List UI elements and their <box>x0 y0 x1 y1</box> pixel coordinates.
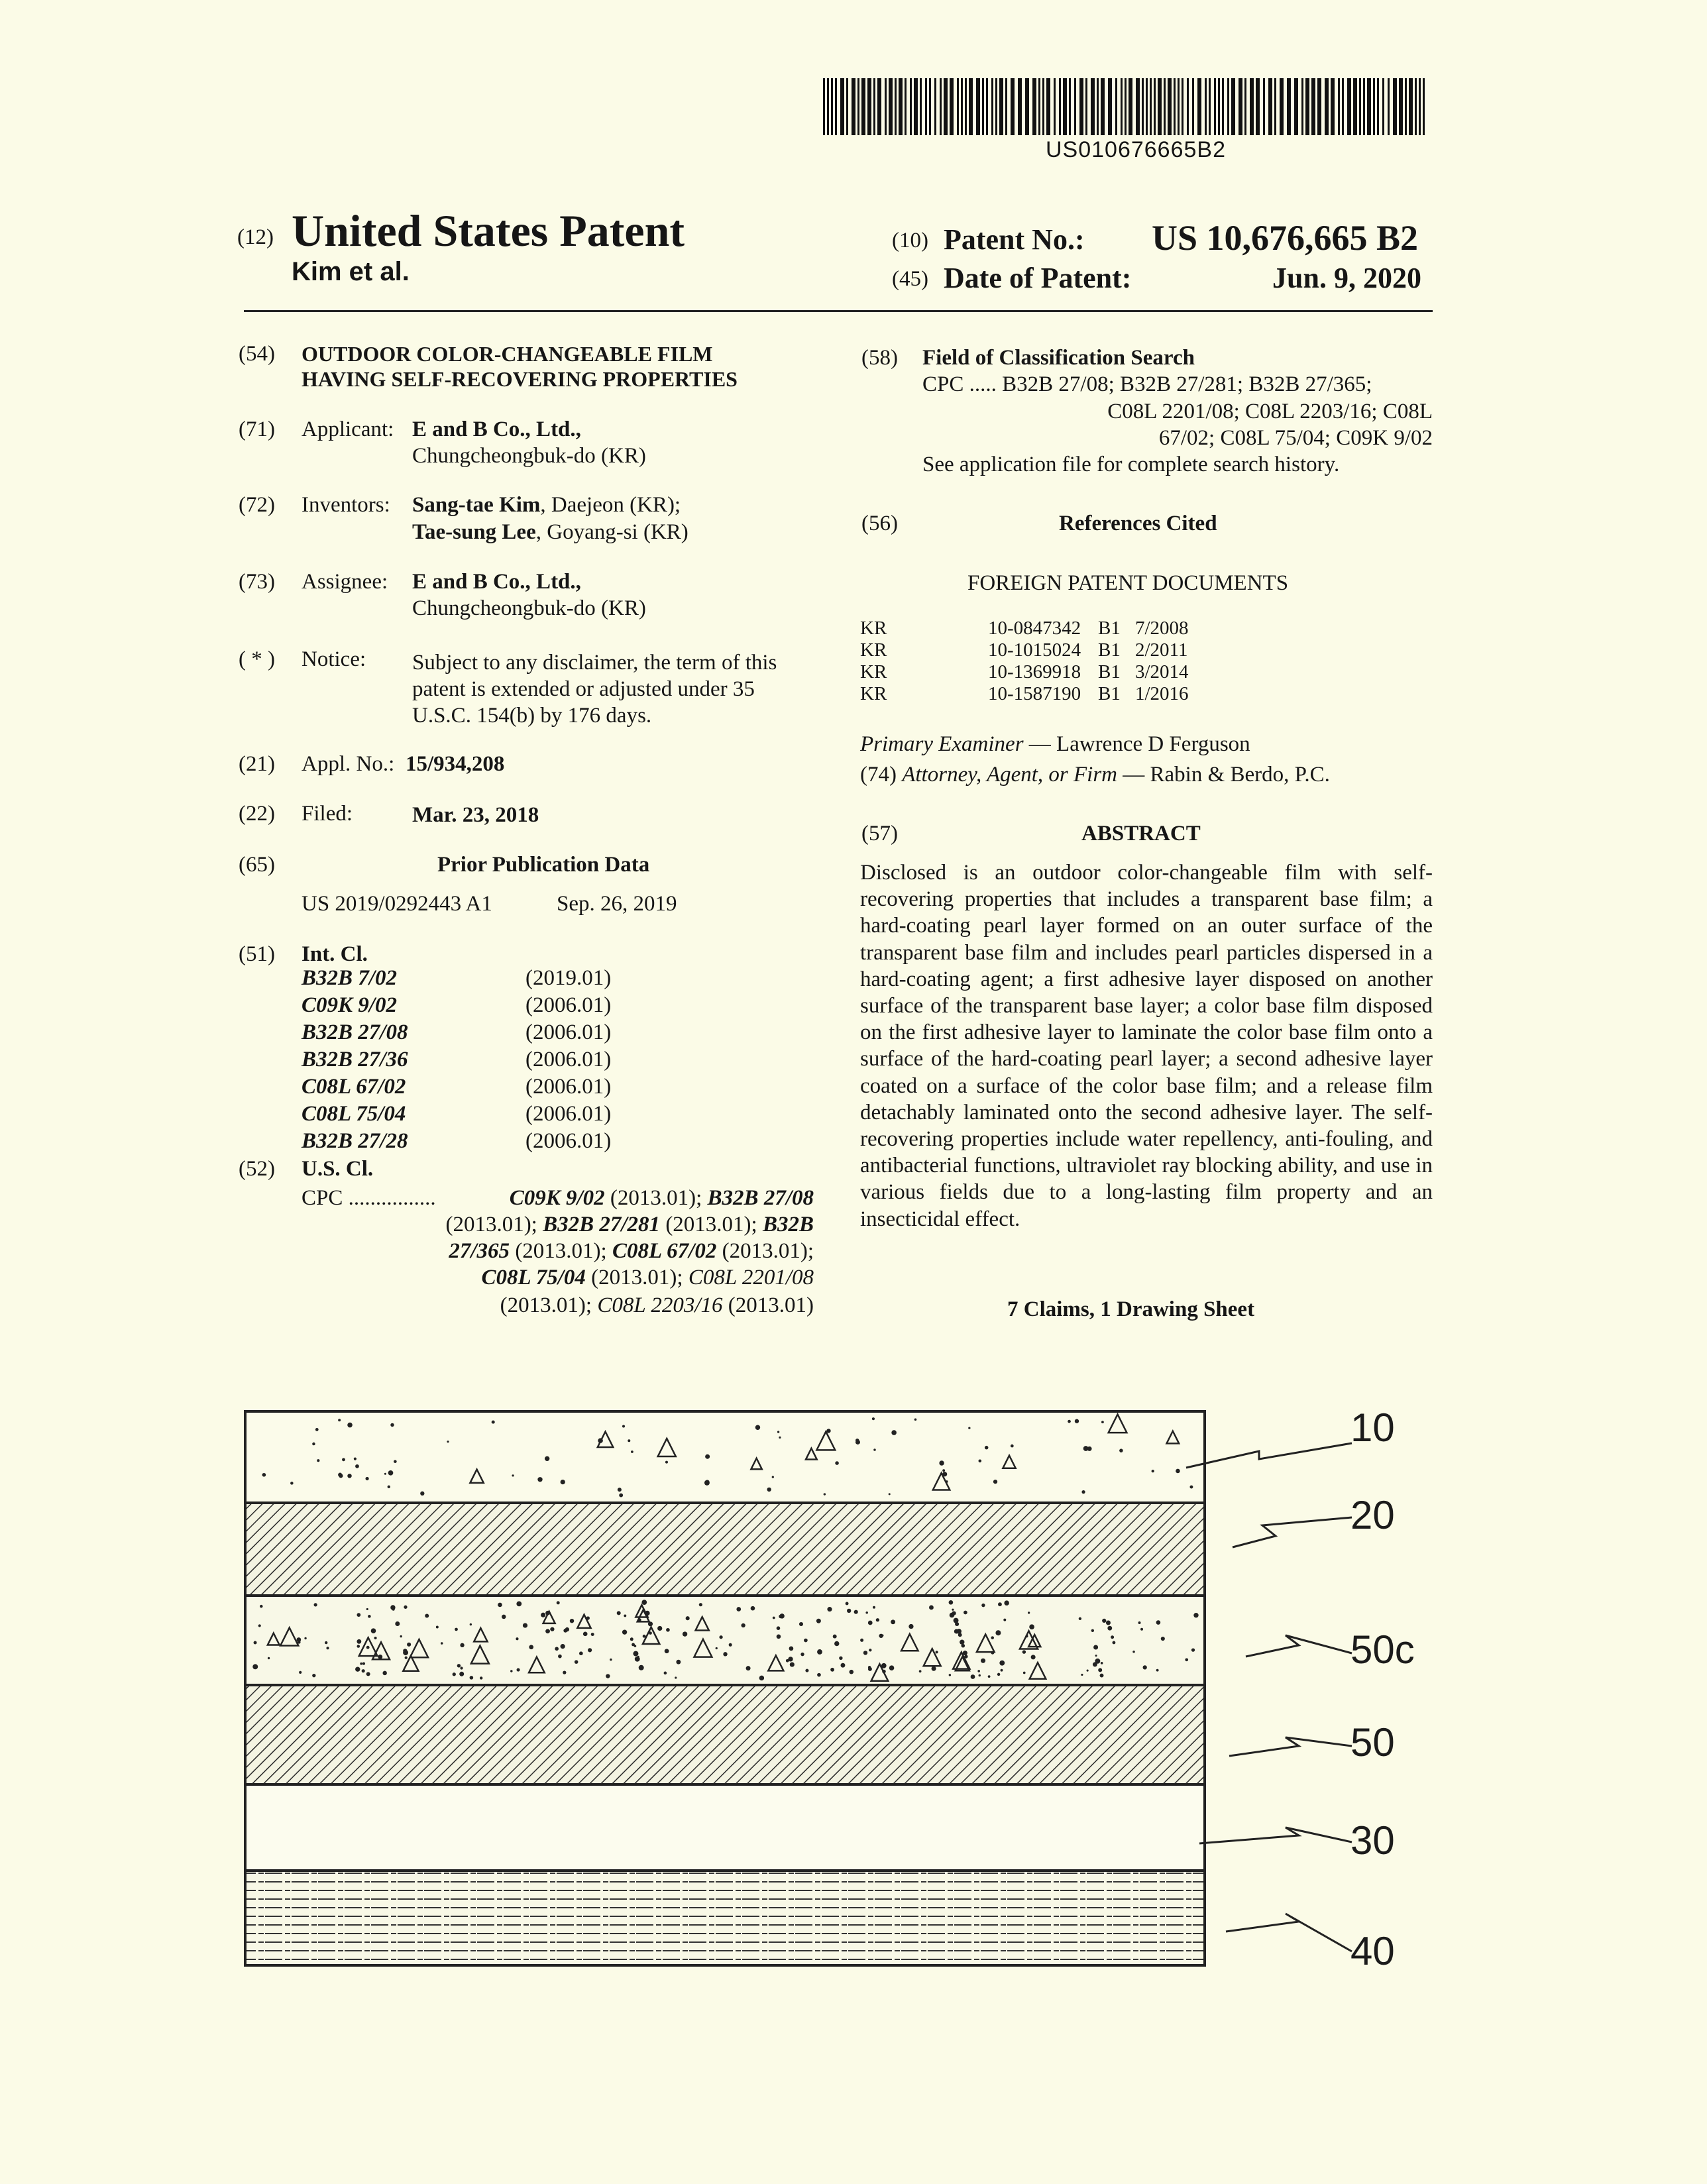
applicant-location: Chungcheongbuk-do (KR) <box>412 444 646 468</box>
int-cl-class: B32B 27/08 <box>302 1020 408 1044</box>
int-cl-version: (2006.01) <box>525 1075 612 1099</box>
code-74: (74) <box>860 763 897 787</box>
abstract-heading: ABSTRACT <box>1081 822 1201 846</box>
inventor-1-name: Sang-tae Kim <box>412 493 541 517</box>
leader-lines <box>1186 1443 1352 1951</box>
int-cl-class: C08L 75/04 <box>302 1102 406 1126</box>
cpc-version: (2013.01); <box>604 1186 708 1210</box>
reference-number: 10-1369918 <box>988 661 1081 682</box>
reference-number: 10-1015024 <box>988 639 1081 661</box>
figure-label-20: 20 <box>1350 1493 1395 1537</box>
claims-summary: 7 Claims, 1 Drawing Sheet <box>1007 1297 1255 1321</box>
layer-10 <box>245 1411 1205 1503</box>
reference-country: KR <box>860 618 887 639</box>
cpc-class: 27/365 <box>449 1239 510 1263</box>
invention-title-line1: OUTDOOR COLOR-CHANGEABLE FILM <box>302 342 713 366</box>
code-21: (21) <box>239 752 275 776</box>
invention-title-line2: HAVING SELF-RECOVERING PROPERTIES <box>302 367 738 391</box>
int-cl-version: (2019.01) <box>525 966 612 990</box>
abstract-text: Disclosed is an outdoor color-changeable film with self-recovering properties that includes a transparent base film; a hard-coating pearl layer formed on an outer surface of the transparent base film and includes pearl particles dispersed in a hard-coating agent; a first adhesive layer disposed on another surface of the transparent base layer; a color base film disposed on the first adhesive layer to laminate the color base film onto a surface of the hard-coating pearl layer; a second adhesive layer coated on a surface of the color base film; and a release film detachably laminated onto the second adhesive layer. The self-recovering properties include water repellency, anti-fouling, and antibacterial functions, ultraviolet ray blocking ability, and use in various fields due to a long-lasting film property and an insecticidal effect. <box>860 861 1433 1231</box>
int-cl-version: (2006.01) <box>525 1129 612 1153</box>
int-cl-class: B32B 27/28 <box>302 1129 408 1153</box>
field-of-search-line-1: CPC ..... B32B 27/08; B32B 27/281; B32B 27/365; <box>922 372 1372 396</box>
reference-kind: B1 <box>1098 683 1121 704</box>
cpc-class: B32B <box>762 1213 814 1236</box>
cpc-class: C08L 2201/08 <box>688 1266 814 1289</box>
notice-line-3: U.S.C. 154(b) by 176 days. <box>412 704 652 728</box>
primary-examiner-label: Primary Examiner <box>860 732 1024 756</box>
barcode-number: US010676665B2 <box>1046 137 1227 162</box>
patent-no-label: Patent No.: <box>944 223 1085 256</box>
code-56: (56) <box>861 512 898 535</box>
reference-date: 3/2014 <box>1135 661 1189 682</box>
appl-no-label: Appl. No.: <box>302 752 395 776</box>
field-of-search-line-3: 67/02; C08L 75/04; C09K 9/02 <box>1158 426 1433 450</box>
code-52: (52) <box>239 1157 275 1181</box>
int-cl-version: (2006.01) <box>525 993 612 1017</box>
leader-50 <box>1229 1737 1352 1756</box>
reference-date: 2/2011 <box>1135 639 1188 661</box>
cpc-class: B32B 27/281 <box>543 1213 661 1236</box>
date-of-patent: Jun. 9, 2020 <box>1272 262 1421 294</box>
figure-label-50: 50 <box>1350 1720 1395 1765</box>
prior-publication-date: Sep. 26, 2019 <box>557 892 677 916</box>
reference-date: 7/2008 <box>1135 618 1189 639</box>
attorney-name: — Rabin & Berdo, P.C. <box>1117 763 1330 787</box>
us-cl-label: U.S. Cl. <box>302 1157 374 1181</box>
int-cl-class: B32B 7/02 <box>302 966 397 990</box>
code-10: (10) <box>892 229 928 252</box>
appl-number: 15/934,208 <box>406 752 505 776</box>
layer-50 <box>245 1685 1205 1784</box>
inventors-label: Inventors: <box>302 493 390 517</box>
references-cited-heading: References Cited <box>1059 512 1217 535</box>
code-57: (57) <box>861 822 898 846</box>
int-cl-version: (2006.01) <box>525 1020 612 1044</box>
cpc-version: (2013.01); <box>716 1239 814 1263</box>
reference-kind: B1 <box>1098 639 1121 661</box>
code-notice: ( * ) <box>239 647 275 671</box>
field-of-search-line-4: See application file for complete search history. <box>922 453 1340 476</box>
layer-30 <box>245 1784 1205 1871</box>
cpc-prefix: CPC ................ <box>302 1186 436 1210</box>
filed-label: Filed: <box>302 802 353 826</box>
layer-40 <box>245 1871 1205 1965</box>
code-51: (51) <box>239 942 275 966</box>
assignee-label: Assignee: <box>302 570 388 594</box>
cpc-class: B32B 27/08 <box>707 1186 814 1210</box>
layer-20 <box>245 1503 1205 1596</box>
int-cl-version: (2006.01) <box>525 1048 612 1071</box>
cpc-version: (2013.01); <box>500 1293 598 1317</box>
field-of-search-line-2: C08L 2201/08; C08L 2203/16; C08L <box>1107 400 1433 423</box>
int-cl-class: B32B 27/36 <box>302 1048 408 1071</box>
code-22: (22) <box>239 802 275 826</box>
leader-50c <box>1246 1635 1352 1657</box>
prior-publication-heading: Prior Publication Data <box>437 853 650 877</box>
code-65: (65) <box>239 853 275 877</box>
reference-kind: B1 <box>1098 618 1121 639</box>
cpc-class: C08L 67/02 <box>612 1239 717 1263</box>
code-45: (45) <box>892 267 928 291</box>
cpc-version: (2013.01) <box>722 1293 814 1317</box>
figure-label-50c: 50c <box>1350 1627 1415 1672</box>
code-58: (58) <box>861 346 898 370</box>
notice-line-2: patent is extended or adjusted under 35 <box>412 677 755 701</box>
int-cl-label: Int. Cl. <box>302 942 368 966</box>
leader-40 <box>1226 1914 1352 1951</box>
reference-number: 10-0847342 <box>988 618 1081 639</box>
foreign-patent-documents-heading: FOREIGN PATENT DOCUMENTS <box>967 571 1289 595</box>
int-cl-version: (2006.01) <box>525 1102 612 1126</box>
cpc-version: (2013.01); <box>445 1213 543 1236</box>
inventor-1-location: , Daejeon (KR); <box>540 493 681 517</box>
leader-30 <box>1199 1828 1352 1843</box>
cpc-class: C08L 75/04 <box>481 1266 586 1289</box>
applicant-label: Applicant: <box>302 417 394 441</box>
field-of-search-heading: Field of Classification Search <box>922 346 1195 370</box>
figure-label-30: 30 <box>1350 1818 1395 1863</box>
patent-number: US 10,676,665 B2 <box>1152 218 1419 258</box>
layer-50c <box>245 1596 1205 1685</box>
cpc-class: C08L 2203/16 <box>597 1293 723 1317</box>
reference-country: KR <box>860 639 887 661</box>
prior-publication-number: US 2019/0292443 A1 <box>302 892 492 916</box>
reference-kind: B1 <box>1098 661 1121 682</box>
code-54: (54) <box>239 342 275 366</box>
reference-date: 1/2016 <box>1135 683 1189 704</box>
date-of-patent-label: Date of Patent: <box>944 262 1132 294</box>
authors: Kim et al. <box>292 257 410 286</box>
inventor-2-name: Tae-sung Lee <box>412 520 536 544</box>
inventor-2-location: , Goyang-si (KR) <box>535 520 688 544</box>
code-73: (73) <box>239 570 275 594</box>
reference-country: KR <box>860 683 887 704</box>
cpc-version: (2013.01); <box>510 1239 612 1263</box>
figure-label-40: 40 <box>1350 1929 1395 1973</box>
notice-line-1: Subject to any disclaimer, the term of this <box>412 651 777 675</box>
leader-10 <box>1186 1443 1352 1468</box>
primary-examiner-name: — Lawrence D Ferguson <box>1023 732 1250 756</box>
cpc-version: (2013.01); <box>585 1266 688 1289</box>
leader-20 <box>1233 1517 1352 1547</box>
attorney-label: Attorney, Agent, or Firm <box>902 763 1118 787</box>
int-cl-class: C08L 67/02 <box>302 1075 406 1099</box>
patent-type-title: United States Patent <box>292 205 685 256</box>
code-72: (72) <box>239 493 275 517</box>
assignee-location: Chungcheongbuk-do (KR) <box>412 596 646 620</box>
applicant-name: E and B Co., Ltd., <box>412 417 581 441</box>
cpc-version: (2013.01); <box>660 1213 763 1236</box>
reference-number: 10-1587190 <box>988 683 1081 704</box>
figure-label-10: 10 <box>1350 1405 1395 1450</box>
filed-date: Mar. 23, 2018 <box>412 803 539 827</box>
code-12: (12) <box>237 225 274 249</box>
int-cl-class: C09K 9/02 <box>302 993 397 1017</box>
reference-country: KR <box>860 661 887 682</box>
code-71: (71) <box>239 417 275 441</box>
cpc-class: C09K 9/02 <box>509 1186 605 1210</box>
assignee-name: E and B Co., Ltd., <box>412 570 581 594</box>
notice-label: Notice: <box>302 647 366 671</box>
